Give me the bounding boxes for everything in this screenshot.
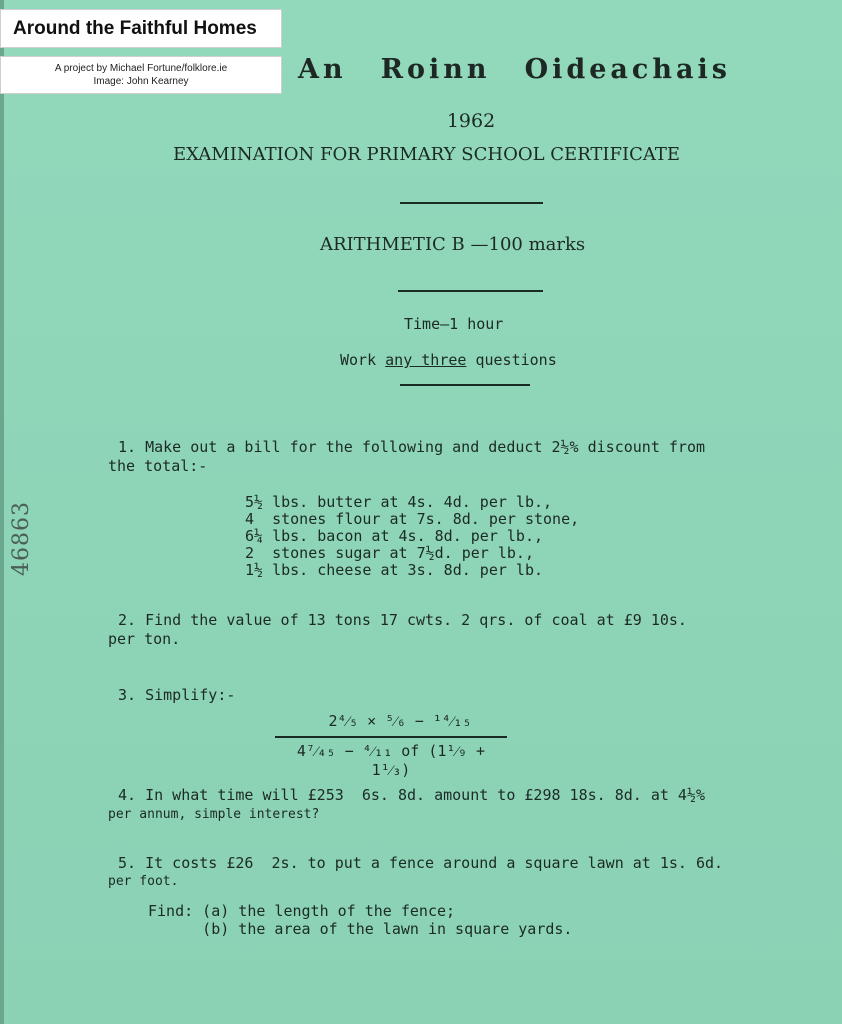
divider-rule — [400, 202, 543, 204]
question-4-line-2: per annum, simple interest? — [108, 807, 320, 822]
serial-number: 46863 — [9, 501, 34, 576]
question-1-line-2: the total:- — [108, 457, 208, 475]
question-5-find-b: (b) the area of the lawn in square yards. — [148, 920, 573, 938]
question-4-line-1: 4. In what time will £253 6s. 8d. amount to £298 18s. 8d. at 4½% — [118, 786, 705, 804]
subject-heading: ARITHMETIC B —100 marks — [320, 234, 586, 255]
instructions — [340, 351, 557, 369]
instructions-underlined: any three — [385, 351, 467, 369]
question-3-line-1: 3. Simplify:- — [118, 686, 236, 704]
credit-line-1: A project by Michael Fortune/folklore.ie — [54, 63, 228, 74]
question-5-line-2: per foot. — [108, 874, 179, 889]
question-1-line-1: 1. Make out a bill for the following and deduct 2½% discount from — [118, 438, 705, 456]
exam-title: EXAMINATION FOR PRIMARY SCHOOL CERTIFICATE — [173, 144, 681, 165]
fraction-numerator: 2⁴⁄₅ × ⁵⁄₆ − ¹⁴⁄₁₅ — [328, 712, 472, 730]
irish-word-2: Roinn — [380, 54, 491, 85]
bill-item: 2 stones sugar at 7½d. per lb., — [245, 544, 534, 562]
credit-line-2: Image: John Kearney — [93, 76, 189, 87]
bill-item: 1½ lbs. cheese at 3s. 8d. per lb. — [245, 561, 544, 579]
complex-fraction — [275, 712, 507, 780]
project-banner-title: Around the Faithful Homes — [0, 9, 282, 48]
project-banner-credits — [0, 56, 282, 94]
question-1-items — [245, 494, 579, 579]
irish-word-1: An — [298, 54, 347, 85]
question-2-line-2: per ton. — [108, 630, 181, 648]
exam-year: 1962 — [446, 110, 496, 132]
bill-item: 6¼ lbs. bacon at 4s. 8d. per lb., — [245, 527, 544, 545]
instructions-prefix: Work — [340, 351, 386, 369]
question-5-line-1: 5. It costs £26 2s. to put a fence around a square lawn at 1s. 6d. — [118, 854, 724, 872]
paper-edge — [0, 0, 4, 1024]
divider-rule — [400, 384, 530, 386]
fraction-denominator: 4⁷⁄₄₅ − ⁴⁄₁₁ of (1¹⁄₉ + 1¹⁄₃) — [296, 742, 486, 779]
instructions-suffix: questions — [466, 351, 557, 369]
bill-item: 5½ lbs. butter at 4s. 4d. per lb., — [245, 493, 553, 511]
bill-item: 4 stones flour at 7s. 8d. per stone, — [245, 510, 580, 528]
department-heading — [298, 54, 731, 85]
time-allowed: Time—1 hour — [404, 315, 504, 333]
divider-rule — [398, 290, 543, 292]
serial-stamp — [5, 488, 45, 578]
question-5-find-a: Find: (a) the length of the fence; — [148, 902, 456, 920]
fraction-bar — [275, 736, 507, 738]
question-2-line-1: 2. Find the value of 13 tons 17 cwts. 2 qrs. of coal at £9 10s. — [118, 611, 687, 629]
irish-word-3: Oideachais — [524, 54, 731, 85]
